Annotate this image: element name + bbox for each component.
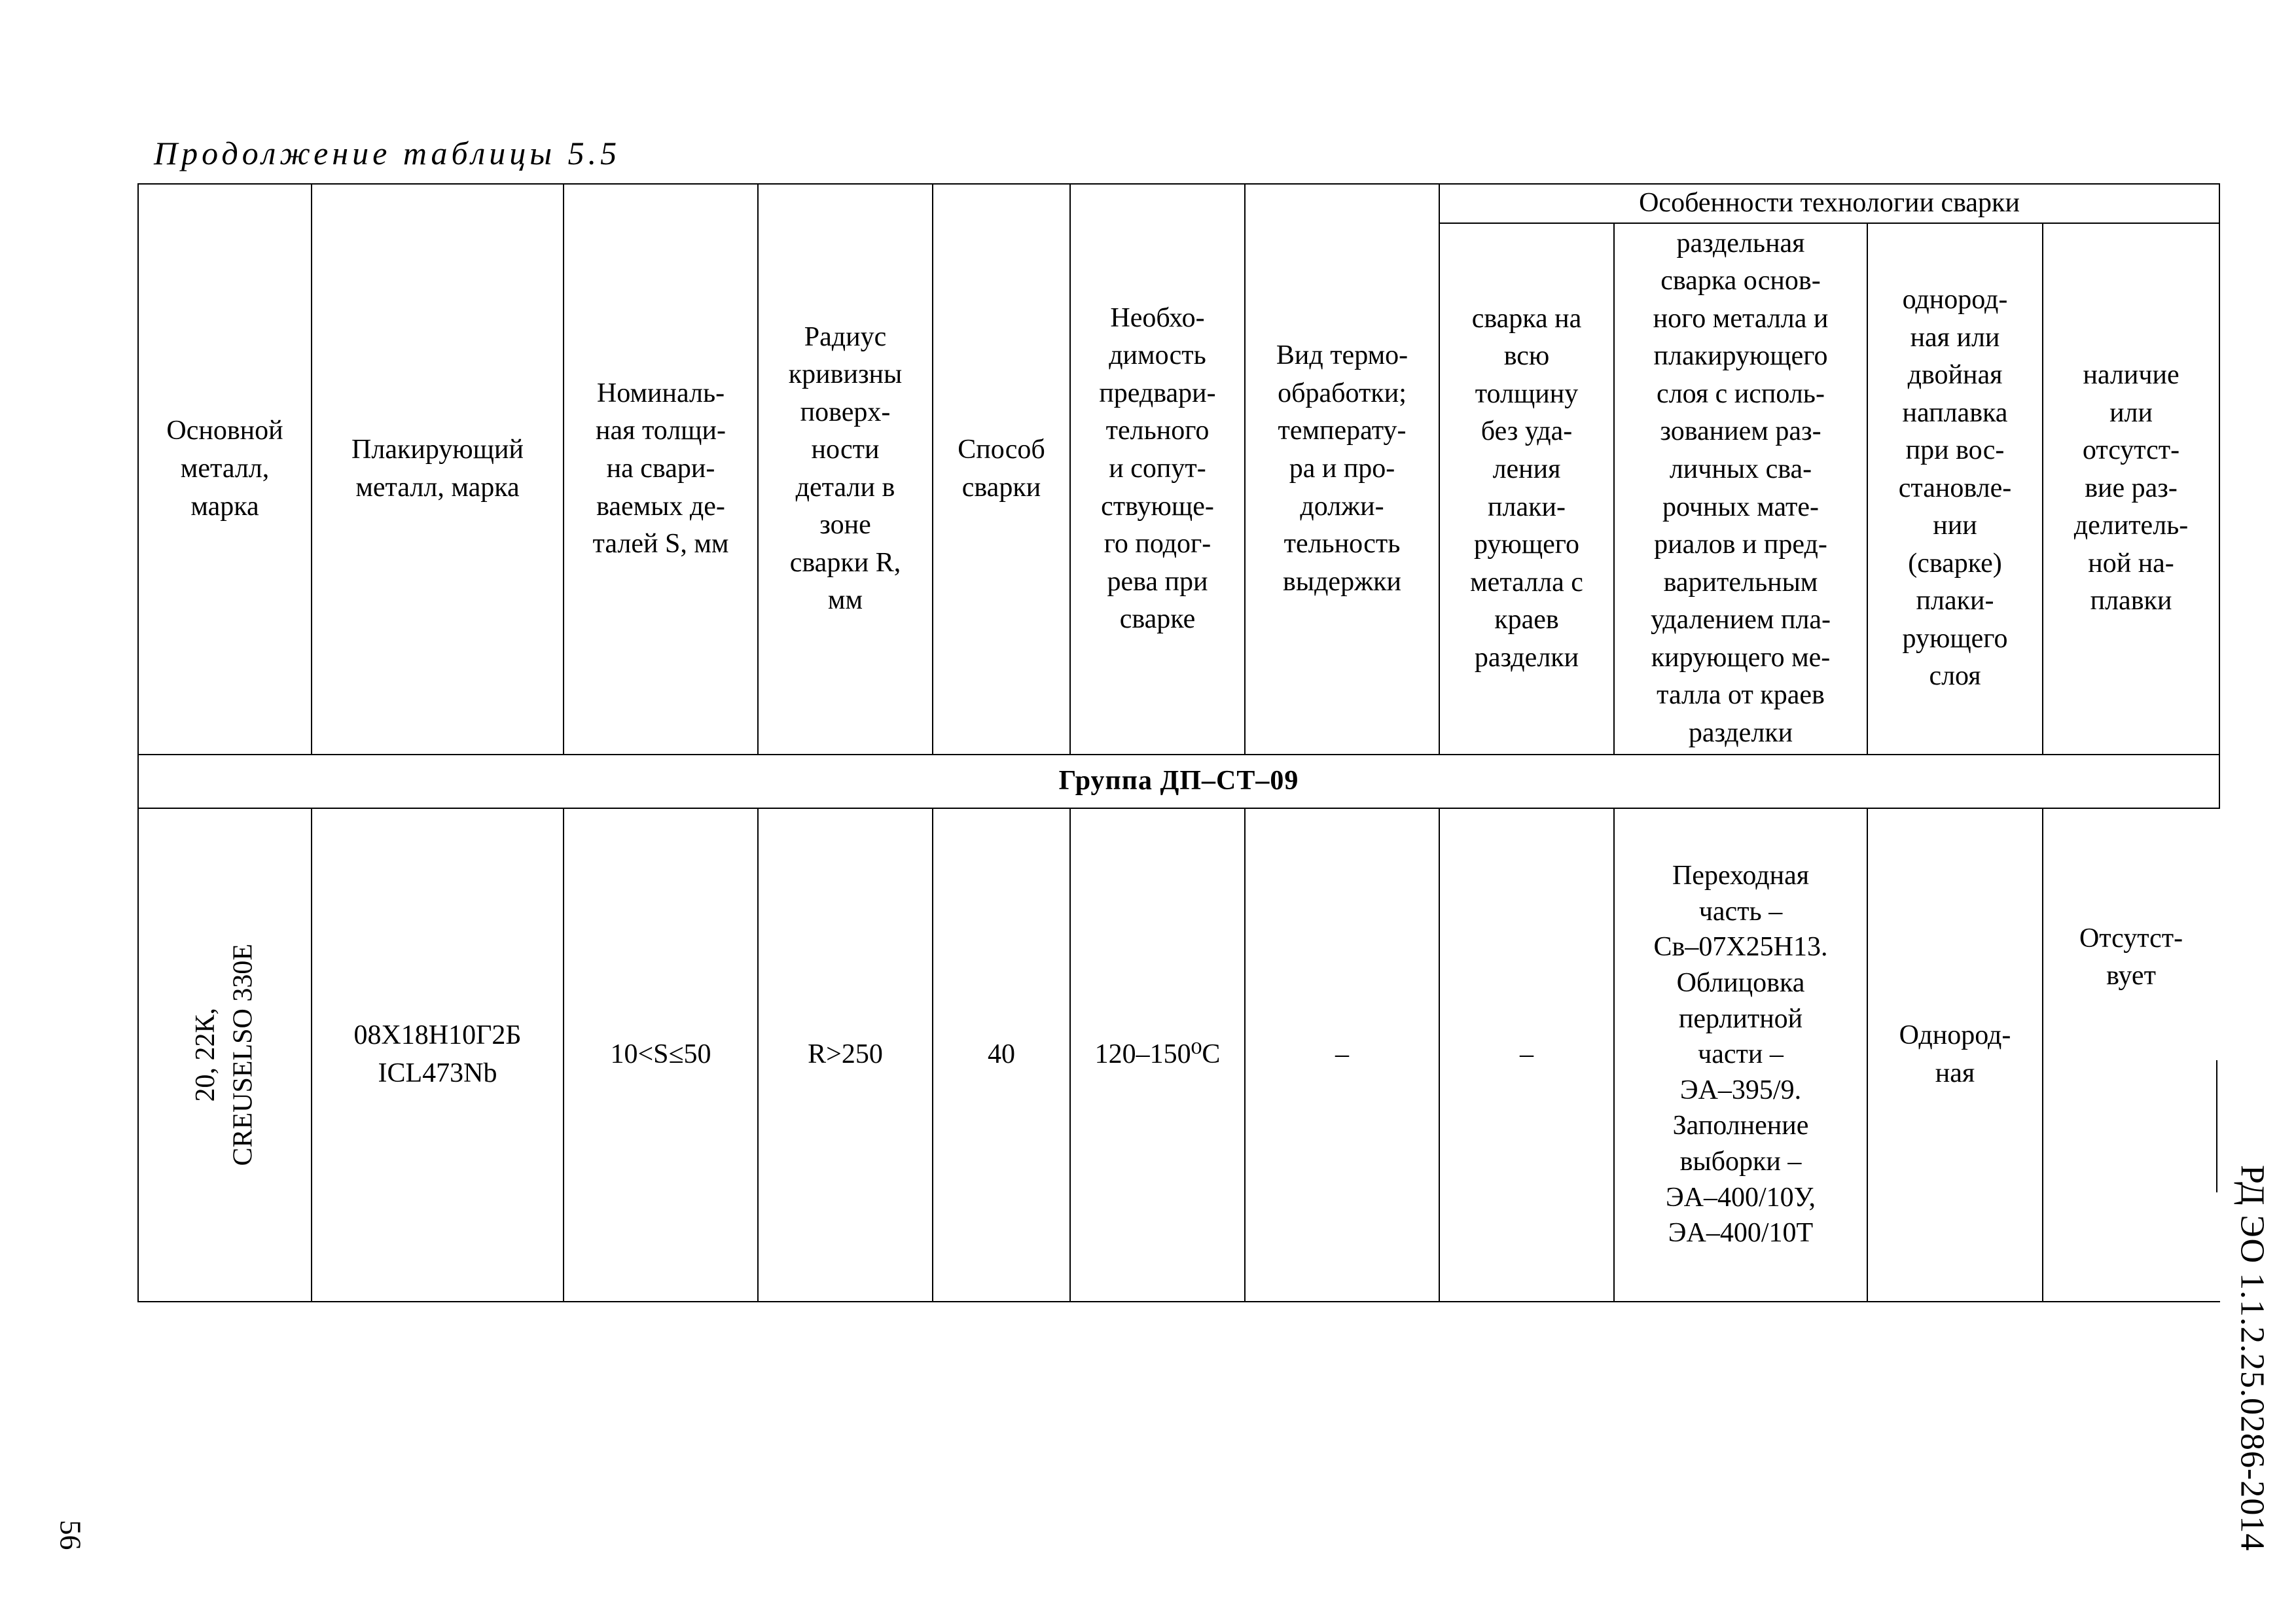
cell-full-thickness: – (1439, 808, 1614, 1302)
document-code (2223, 1165, 2282, 1552)
table-right-border-stub (2216, 1060, 2217, 1192)
header-base-metal: Основной металл, марка (138, 184, 312, 755)
page-number (51, 1512, 90, 1558)
header-clad-metal: Плакирующий металл, марка (312, 184, 564, 755)
header-radius: Радиус кривизны поверх- ности детали в зоне сварки R, мм (758, 184, 933, 755)
page-number-text: 56 (54, 1520, 88, 1550)
header-method: Способ сварки (933, 184, 1070, 755)
welding-spec-table (137, 183, 2220, 1302)
cell-radius: R>250 (758, 808, 933, 1302)
cell-clad-metal: 08Х18Н10Г2Б ICL473Nb (312, 808, 564, 1302)
header-buffer-layer: наличие или отсутст- вие раз- делитель- ной на- плавки (2043, 223, 2219, 755)
cell-method: 40 (933, 808, 1070, 1302)
table-row (138, 808, 2219, 1302)
cell-overlay-type: Однород- ная (1867, 808, 2043, 1302)
document-code-text: РД ЭО 1.1.2.25.0286-2014 (2233, 1165, 2271, 1552)
header-preheat: Необхо- димость предвари- тельного и сопут- ствующе- го подог- рева при сварке (1070, 184, 1245, 755)
table-caption: Продолжение таблицы 5.5 (154, 135, 621, 171)
cell-preheat: 120–150⁰С (1070, 808, 1245, 1302)
header-technology-group: Особенности технологии сварки (1439, 184, 2219, 223)
group-row: Группа ДП–СТ–09 (138, 755, 2219, 808)
base-metal-text: 20, 22К, CREUSELSO 330E (190, 943, 259, 1166)
header-overlay-type: однород- ная или двойная наплавка при вос- становле- нии (сварке) плаки- рующего слоя (1867, 223, 2043, 755)
header-separate-welding: раздельная сварка основ- ного металла и плакирующего слоя с исполь- зованием раз- личных сва- рочных мате- риалов и пред- варительным удалением пла- кирующего ме- талла от краев разделки (1614, 223, 1867, 755)
header-heat-treatment: Вид термо- обработки; температу- ра и про- должи- тельность выдержки (1245, 184, 1439, 755)
cell-heat-treatment: – (1245, 808, 1439, 1302)
cell-base-metal (138, 808, 312, 1302)
header-thickness: Номиналь- ная толщи- на свари- ваемых де- талей S, мм (564, 184, 758, 755)
cell-thickness: 10<S≤50 (564, 808, 758, 1302)
cell-separate-welding: Переходная часть – Св–07Х25Н13. Облицовка перлитной части – ЭА–395/9. Заполнение выборки – ЭА–400/10У, ЭА–400/10Т (1614, 808, 1867, 1302)
cell-buffer-layer: Отсутст- вует (2043, 808, 2219, 1302)
header-full-thickness: сварка на всю толщину без уда- ления плаки- рующего металла с краев разделки (1439, 223, 1614, 755)
